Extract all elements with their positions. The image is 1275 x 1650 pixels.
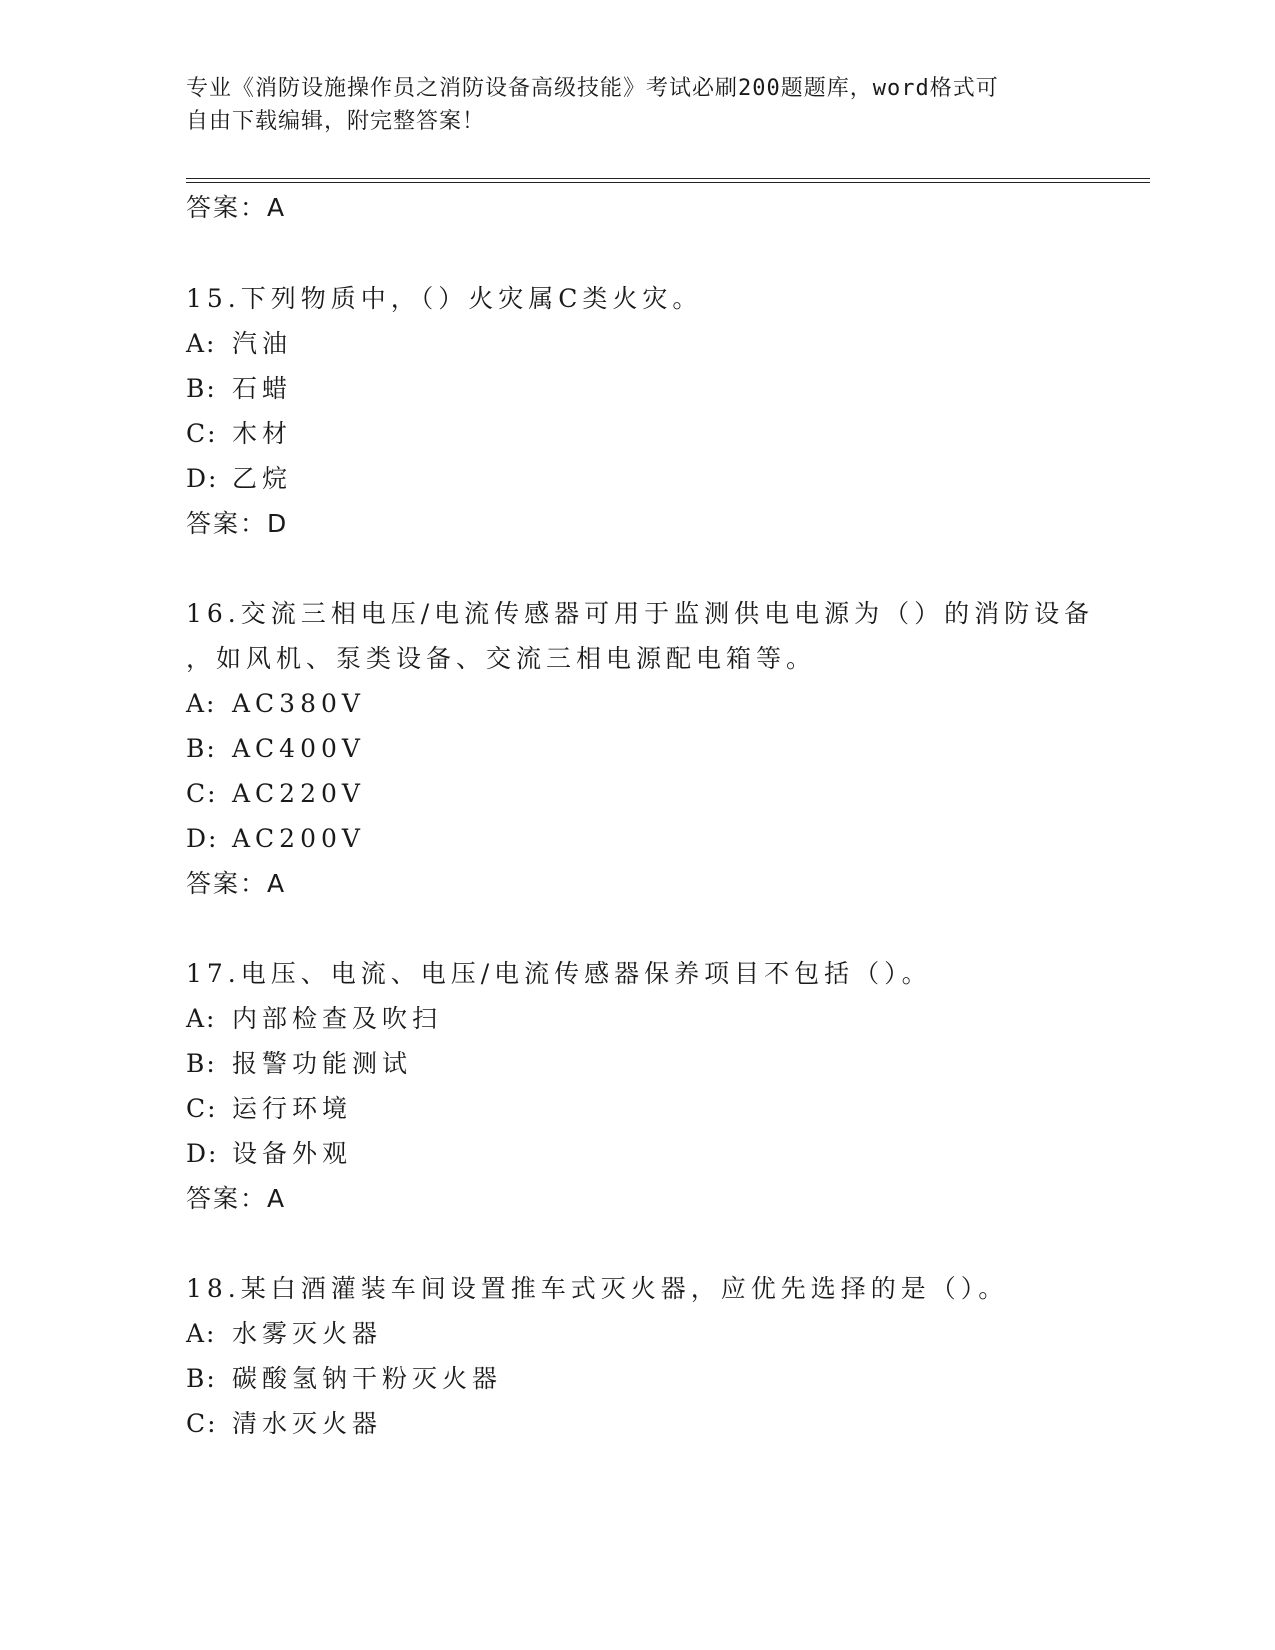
document-header xyxy=(186,72,1066,138)
option-letter: B: xyxy=(186,1049,217,1078)
option-text: 设备外观 xyxy=(232,1139,353,1168)
option-text: AC220V xyxy=(232,779,365,808)
option-text: 内部检查及吹扫 xyxy=(232,1004,443,1033)
option-letter: B: xyxy=(186,1364,217,1393)
option-letter: C: xyxy=(186,419,218,448)
header-line-1: 专业《消防设施操作员之消防设备高级技能》考试必刷200题题库，word格式可 xyxy=(186,76,999,101)
option-letter: A: xyxy=(186,1004,217,1033)
question-16-option-c xyxy=(186,778,365,810)
option-letter: B: xyxy=(186,734,217,763)
question-18-option-c xyxy=(186,1408,382,1440)
option-letter: A: xyxy=(186,329,217,358)
option-letter: A: xyxy=(186,1319,217,1348)
option-letter: D: xyxy=(186,464,219,493)
question-16-stem-line-1: 16.交流三相电压/电流传感器可用于监测供电电源为（）的消防设备 xyxy=(186,599,1095,628)
question-18-option-b xyxy=(186,1363,502,1395)
question-15-stem: 15.下列物质中，（）火灾属C类火灾。 xyxy=(186,284,703,313)
question-18-option-a xyxy=(186,1318,382,1350)
option-text: 运行环境 xyxy=(232,1094,353,1123)
option-text: 清水灭火器 xyxy=(232,1409,383,1438)
header-divider-bottom xyxy=(186,182,1150,183)
question-17-answer: 答案：A xyxy=(186,1184,287,1213)
option-letter: A: xyxy=(186,689,217,718)
question-15-option-a xyxy=(186,328,292,360)
question-17-stem: 17.电压、电流、电压/电流传感器保养项目不包括（）。 xyxy=(186,959,932,988)
option-text: AC400V xyxy=(232,734,365,763)
option-text: 报警功能测试 xyxy=(232,1049,413,1078)
question-16-option-d xyxy=(186,823,365,855)
question-16-option-b xyxy=(186,733,365,765)
header-line-2: 自由下载编辑，附完整答案！ xyxy=(186,109,486,134)
option-text: 乙烷 xyxy=(232,464,293,493)
question-16-option-a xyxy=(186,688,365,720)
option-letter: B: xyxy=(186,374,217,403)
option-letter: D: xyxy=(186,1139,219,1168)
option-text: 碳酸氢钠干粉灭火器 xyxy=(232,1364,503,1393)
question-17-option-b xyxy=(186,1048,412,1080)
option-text: 水雾灭火器 xyxy=(232,1319,383,1348)
question-18-stem: 18.某白酒灌装车间设置推车式灭火器，应优先选择的是（）。 xyxy=(186,1274,1009,1303)
question-17-option-d xyxy=(186,1138,352,1170)
option-text: 木材 xyxy=(232,419,293,448)
option-text: AC380V xyxy=(232,689,365,718)
question-15-option-d xyxy=(186,463,292,495)
option-letter: C: xyxy=(186,1409,218,1438)
previous-answer: 答案：A xyxy=(186,193,287,222)
option-letter: C: xyxy=(186,1094,218,1123)
option-letter: D: xyxy=(186,824,219,853)
question-15-option-c xyxy=(186,418,292,450)
question-16-stem-line-2: ，如风机、泵类设备、交流三相电源配电箱等。 xyxy=(186,644,817,673)
header-divider-top xyxy=(186,178,1150,179)
option-text: AC200V xyxy=(232,824,365,853)
option-text: 汽油 xyxy=(232,329,293,358)
question-16-answer: 答案：A xyxy=(186,869,287,898)
question-15-answer: 答案：D xyxy=(186,509,289,538)
question-17-option-c xyxy=(186,1093,352,1125)
option-letter: C: xyxy=(186,779,218,808)
question-17-option-a xyxy=(186,1003,442,1035)
question-15-option-b xyxy=(186,373,292,405)
option-text: 石蜡 xyxy=(232,374,293,403)
